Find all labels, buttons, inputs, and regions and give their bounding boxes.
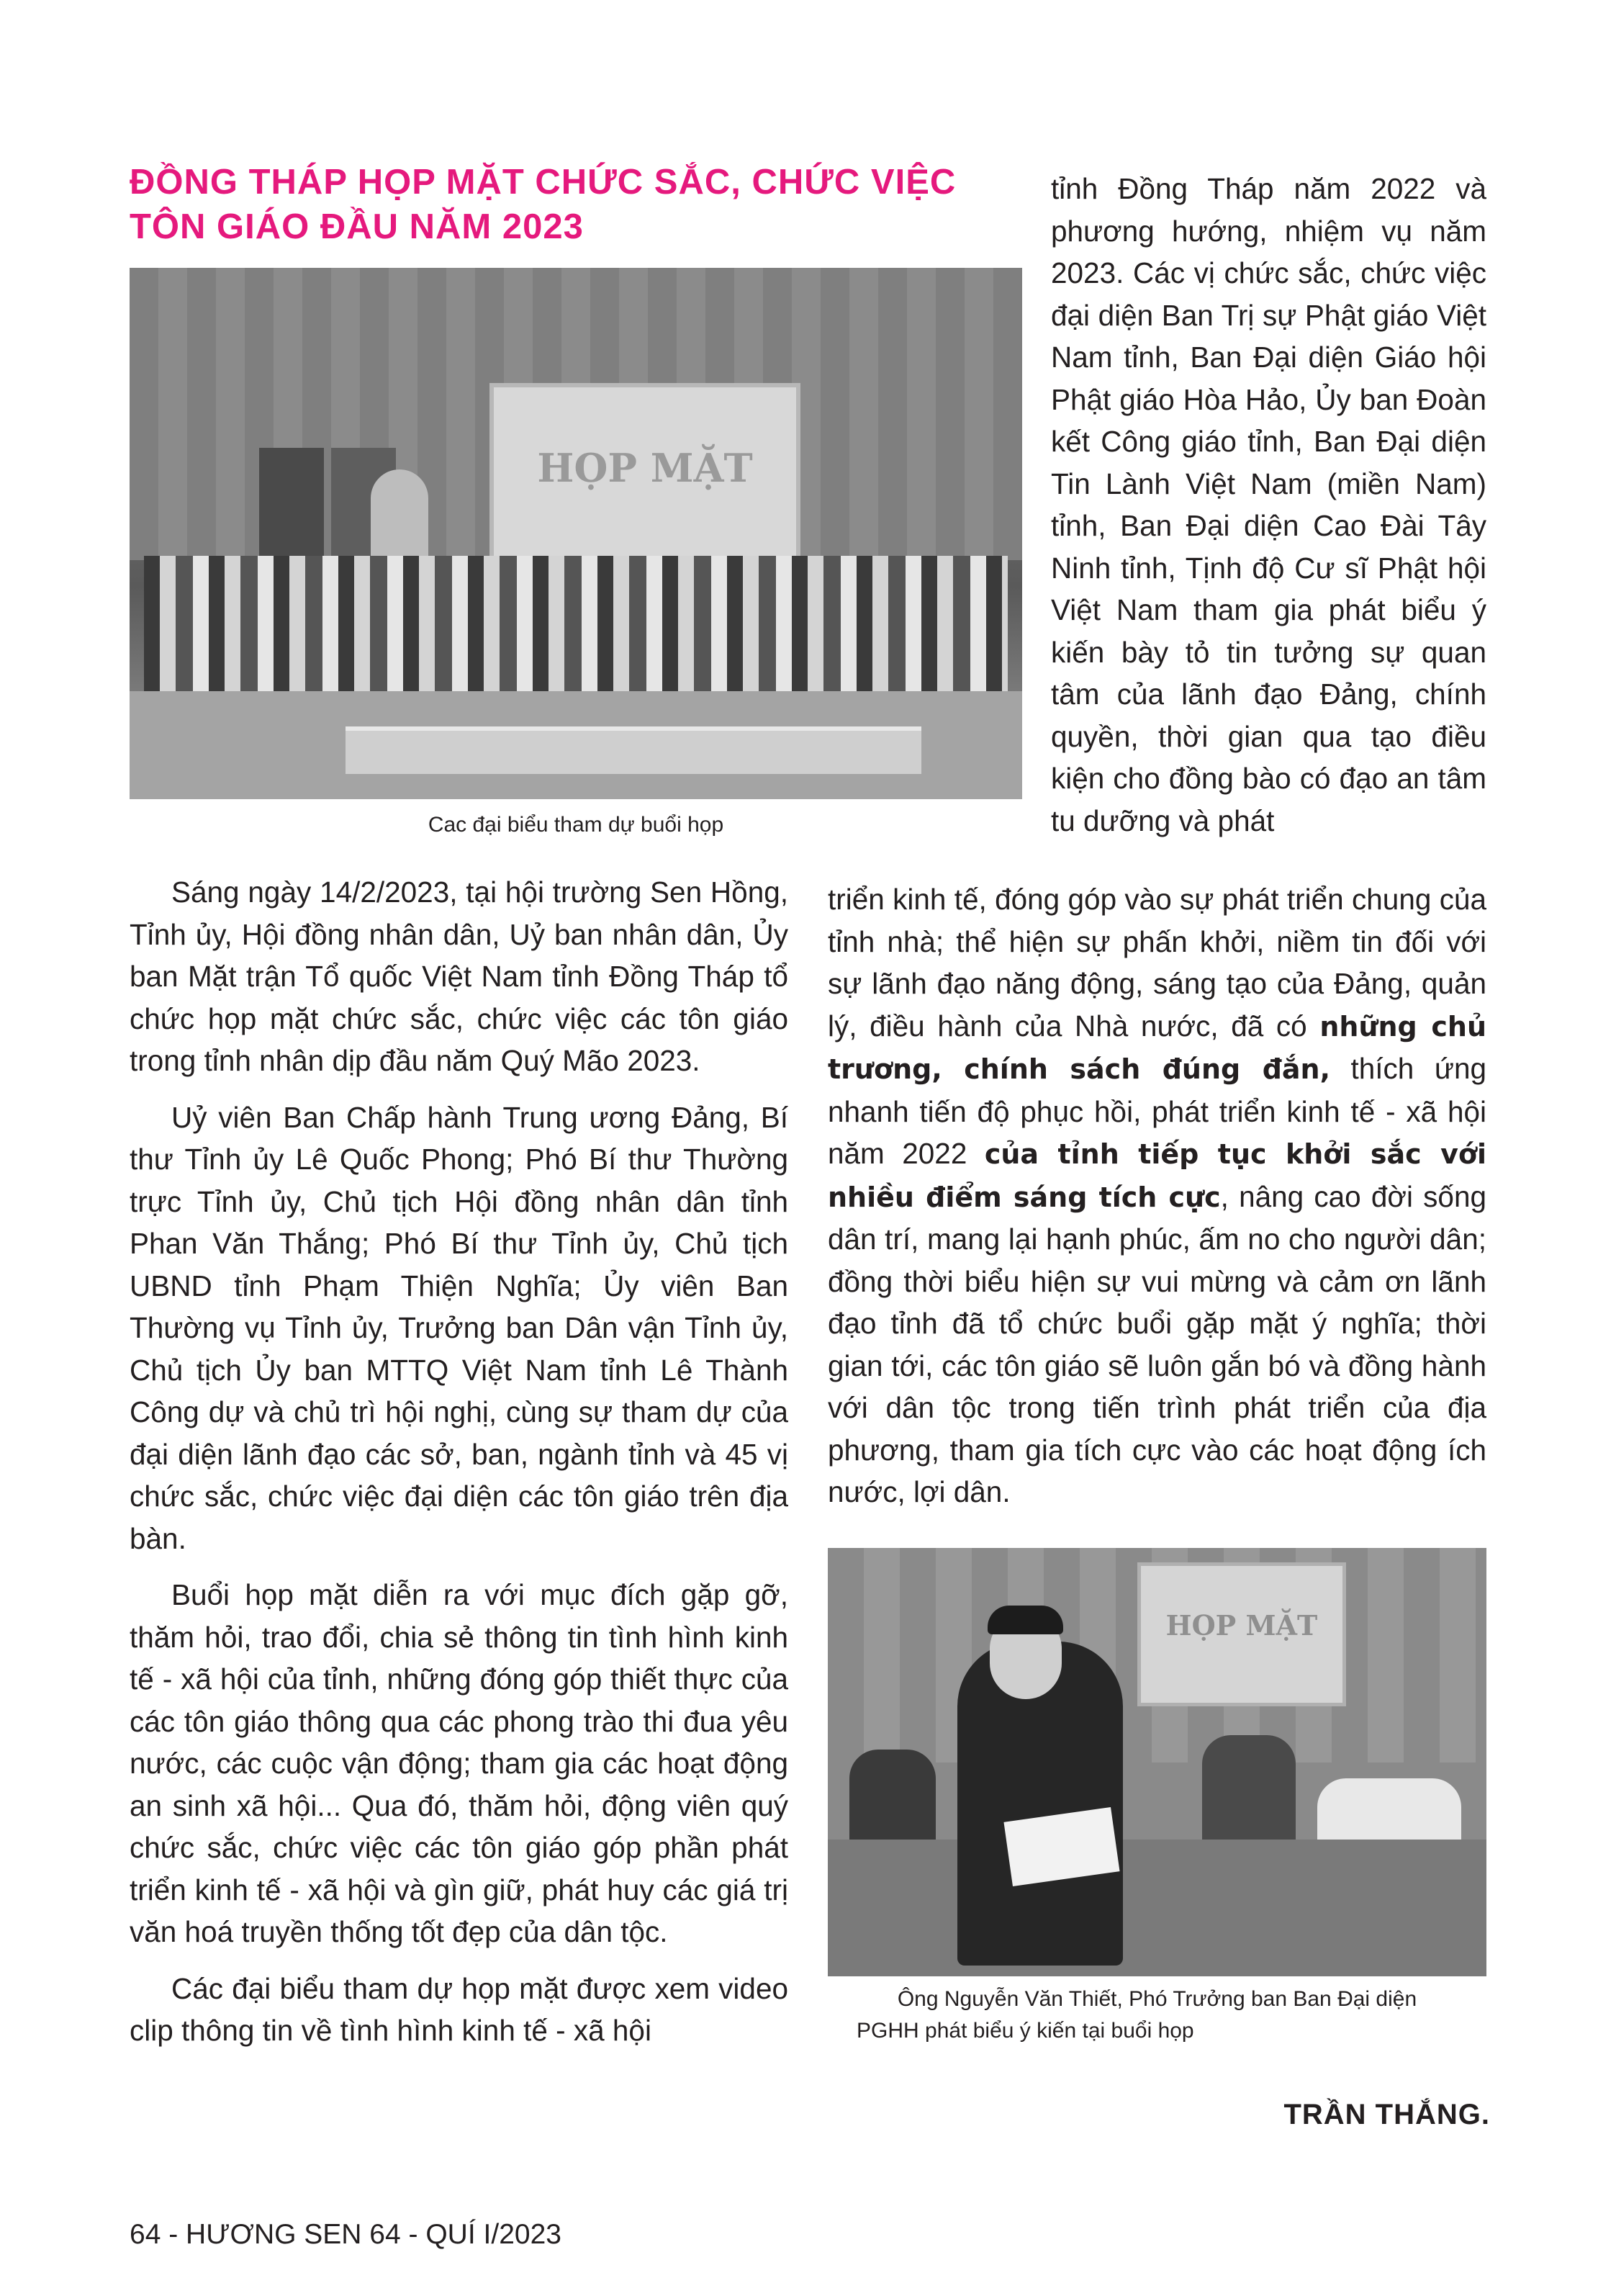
- photo-statue: [371, 469, 428, 563]
- photo2-caption-line-1: Ông Nguyễn Văn Thiết, Phó Trưởng ban Ban Đại diện: [897, 1987, 1417, 2011]
- page-footer: 64 - HƯƠNG SEN 64 - QUÍ I/2023: [130, 2219, 561, 2250]
- photo2-screen: [1137, 1562, 1346, 1706]
- photo-desk-row: [346, 726, 921, 774]
- text-run-1: triển kinh tế, đóng góp vào sự phát triển chung của tỉnh nhà; thể hiện sự phấn khởi, niềm tin đối với sự lãnh đạo năng động, sáng tạo của Đảng, quản lý, điều hành của Nhà nước, đã có: [828, 883, 1486, 1043]
- article-title: [130, 160, 1037, 249]
- right-column-text-narrow: tỉnh Đồng Tháp năm 2022 và phương hướng, nhiệm vụ năm 2023. Các vị chức sắc, chức việc đại diện Ban Trị sự Phật giáo Việt Nam tỉnh, Ban Đại diện Giáo hội Phật giáo Hòa Hảo, Ủy ban Đoàn kết Công giáo tỉnh, Ban Đại diện Tin Lành Việt Nam (miền Nam) tỉnh, Ban Đại diện Cao Đài Tây Ninh tỉnh, Tịnh độ Cư sĩ Phật hội Việt Nam tham gia phát biểu ý kiến bày tỏ tin tưởng sự quan tâm của lãnh đạo Đảng, chính quyền, thời gian qua tạo điều kiện cho đồng bào có đạo an tâm tu dưỡng và phát: [1051, 172, 1486, 837]
- paragraph-2: Uỷ viên Ban Chấp hành Trung ương Đảng, Bí thư Tỉnh ủy Lê Quốc Phong; Phó Bí thư Thường trực Tỉnh ủy, Chủ tịch Hội đồng nhân dân tỉnh Phan Văn Thắng; Phó Bí thư Tỉnh ủy, Chủ tịch UBND tỉnh Phạm Thiện Nghĩa; Ủy viên Ban Thường vụ Tỉnh ủy, Trưởng ban Dân vận Tỉnh ủy, Chủ tịch Ủy ban MTTQ Việt Nam tỉnh Lê Thành Công dự và chủ trì hội nghị, cùng sự tham dự của đại diện lãnh đạo các sở, ban, ngành tỉnh và 45 vị chức sắc, chức việc đại diện các tôn giáo trên địa bàn.: [130, 1100, 788, 1555]
- photo-people-row: [144, 556, 1008, 700]
- photo-screen-text: HỌP MẶT: [537, 445, 753, 491]
- photo1-caption: Cac đại biểu tham dự buổi họp: [428, 813, 724, 837]
- photo2-screen-text: HỌP MẶT: [1165, 1609, 1318, 1642]
- photo2-caption-line-2: PGHH phát biểu ý kiến tại buổi họp: [857, 2019, 1194, 2043]
- speaker-photo: [828, 1548, 1486, 1976]
- left-column-text: [130, 871, 788, 2052]
- text-run-2: thích ứng nhanh tiến độ phục hồi, phát triển kinh tế - xã hội năm 2022: [828, 1052, 1486, 1170]
- photo-screen: [489, 383, 800, 579]
- paragraph-4: Các đại biểu tham dự họp mặt được xem video clip thông tin về tình hình kinh tế - xã hội: [130, 1971, 788, 2047]
- group-photo: [130, 268, 1022, 799]
- paragraph-3: Buổi họp mặt diễn ra với mục đích gặp gỡ, thăm hỏi, trao đổi, chia sẻ thông tin tình hình kinh tế - xã hội của tỉnh, những đóng góp thiết thực của các tôn giáo thông qua các phong trào thi đua yêu nước, các cuộc vận động; tham gia các hoạt động an sinh xã hội... Qua đó, thăm hỏi, động viên quý chức sắc, chức việc các tôn giáo góp phần phát triển kinh tế - xã hội và gìn giữ, phát huy các giá trị văn hoá truyền thống tốt đẹp của dân tộc.: [130, 1578, 788, 1948]
- paragraph-1: Sáng ngày 14/2/2023, tại hội trường Sen Hồng, Tỉnh ủy, Hội đồng nhân dân, Uỷ ban nhân dân, Ủy ban Mặt trận Tổ quốc Việt Nam tỉnh Đồng Tháp tổ chức họp mặt chức sắc, chức việc các tôn giáo trong tỉnh nhân dịp đầu năm Quý Mão 2023.: [130, 875, 788, 1077]
- article-title-line-2: TÔN GIÁO ĐẦU NĂM 2023: [130, 207, 584, 246]
- author-byline: TRẦN THẮNG.: [1283, 2099, 1490, 2130]
- photo2-speaker-turban: [988, 1606, 1063, 1634]
- right-column-text-wide: [828, 878, 1486, 1513]
- bold-run-1: những chủ trương, chính sách đúng đắn,: [828, 1010, 1486, 1085]
- bold-run-2: của tỉnh tiếp tục khởi sắc với nhiều điểm sáng tích cực: [828, 1138, 1486, 1213]
- text-run-3: , nâng cao đời sống dân trí, mang lại hạnh phúc, ấm no cho người dân; đồng thời biểu hiện sự vui mừng và cảm ơn lãnh đạo tỉnh đã tổ chức buổi gặp mặt ý nghĩa; thời gian tới, các tôn giáo sẽ luôn gắn bó và đồng hành với dân tộc trong tiến trình phát triển của địa phương, tham gia tích cực vào các hoạt động ích nước, lợi dân.: [828, 1179, 1487, 1508]
- photo2-table: [828, 1840, 1486, 1976]
- article-title-line-1: ĐỒNG THÁP HỌP MẶT CHỨC SẮC, CHỨC VIỆC: [130, 163, 957, 202]
- photo2-caption: [828, 1984, 1486, 2047]
